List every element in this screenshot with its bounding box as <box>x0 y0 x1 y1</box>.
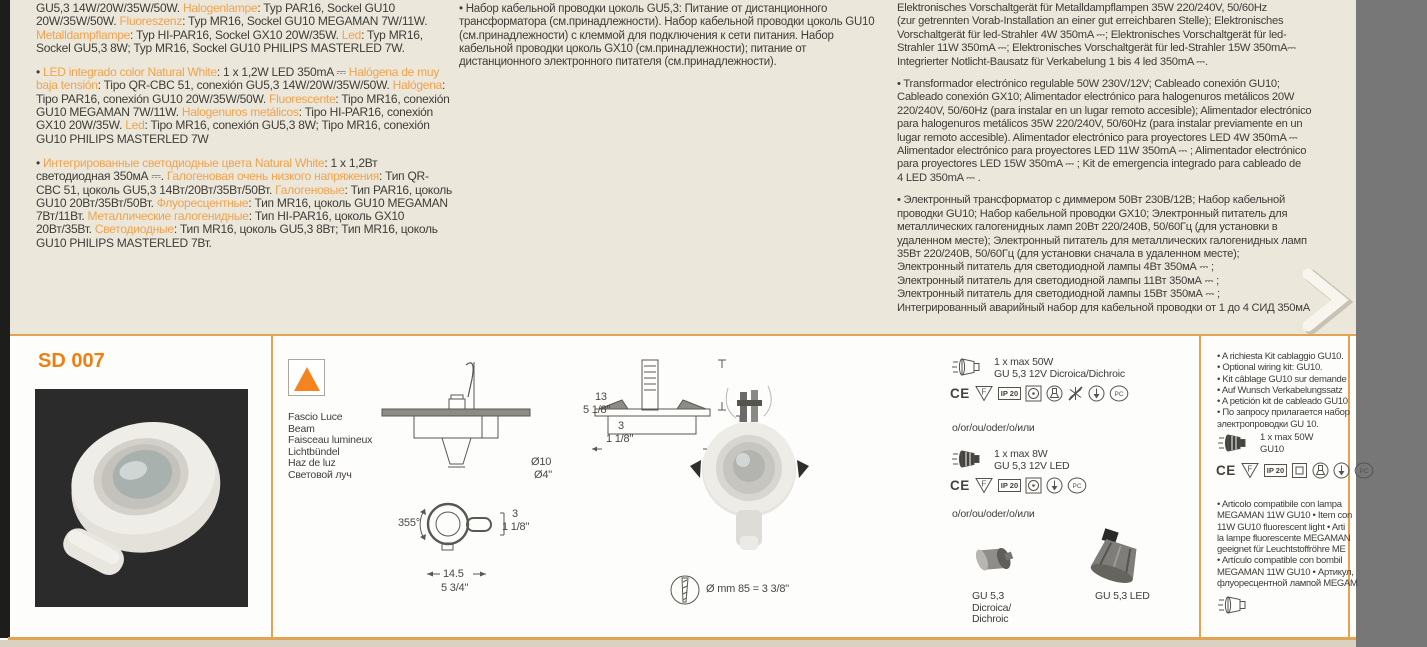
spec-qty: 1 x max 8W <box>994 448 1048 460</box>
beam-labels: Fascio Luce Beam Faisceau lumineux Lichtbündel Haz de luz Световой луч <box>288 411 373 481</box>
product-photo <box>35 389 248 607</box>
paragraph-ru-wiring: • Набор кабельной проводки цоколь GU5,3: Питание от дистанционного трансформатора (см.принадлежности). Набор кабельной проводки цоколь GU10 (см.принадлежности) с клеммой для подключения к сети питания. Набор кабельной проводки цоколь GX10 (см.принадлежности); питание от дистанционного электронного питателя (см.принадлежности). <box>459 3 875 69</box>
svg-text:F: F <box>981 387 987 396</box>
dim-height-cm: 13 <box>595 391 607 403</box>
dsq-icon <box>1291 462 1308 479</box>
ftri-icon <box>974 385 994 402</box>
beam-warning-icon <box>288 359 325 396</box>
ce-icon: CE <box>1216 462 1236 478</box>
accessory-bullets: • A richiesta Kit cablaggio GU10. • Optional wiring kit: GU10. • Kit câblage GU10 sur demande • Auf Wunsch Verkabelungssatz • A petición kit de cableado GU10 • По запросу прилагается набор электропроводки GU 10. <box>1217 351 1350 430</box>
column-wiring-ru <box>459 3 887 80</box>
ce-icon: CE <box>950 385 970 401</box>
svg-text:F: F <box>1247 464 1253 473</box>
spec-qty: 1 x max 50W <box>1260 432 1314 443</box>
ce-icon: CE <box>950 477 970 493</box>
svg-text:PC: PC <box>1072 482 1082 490</box>
nox-icon <box>1067 385 1084 402</box>
spec-lamp: GU 5,3 12V Dicroica/Dichroic <box>994 368 1125 380</box>
lamp-spec-2 <box>952 448 1069 472</box>
spec-lamp: GU10 <box>1260 444 1285 455</box>
spot-fill-icon <box>952 448 982 470</box>
pct-icon <box>1354 462 1374 479</box>
dim-diameter-in: Ø4" <box>534 469 552 481</box>
paragraph-es: • LED integrado color Natural White: 1 x 1,2W LED 350mA ⎓ Halógena de muy baja tensión: Tipo QR-CBC 51, conexión GU5,3 14W/20W/35W/50W. Halógena: Tipo PAR16, conexión GU10 20W/35W/50W. Fluorescente: Tipo MR16, conexión GU10 MEGAMAN 7W/11W. Halogenuros metálicos: Tipo HI-PAR16, conexión GX10 20W/35W. Led: Tipo MR16, conexión GU5,3 8W; Tipo MR16, conexión GU10 PHILIPS MASTERLED 7W <box>36 65 450 146</box>
paragraph-ru-gear: • Электронный трансформатор с диммером 50Вт 230В/12В; Набор кабельной проводки GU10; Набор кабельной проводки GX10; Электронный питатель для металлических галогенидных ламп 20Вт 220/240В, 50/60Гц (для установки в удаленном месте); Электронный питатель для металлических галогенидных ламп 35Вт 220/240В, 50/60Гц (для установки сначала в удаленном месте); Электронный питатель для светодиодной лампы 4Вт 350мА ⎓ ; Электронный питатель для светодиодной лампы 11Вт 350мА ⎓ ; Электронный питатель для светодиодной лампы 15Вт 350мА ⎓ ; Интегрированный аварийный набор для кабельной проводки от 1 до 4 СИД 350мА <box>897 194 1310 314</box>
paragraph-de-gear: Elektronisches Vorschaltgerät für Metalldampflampen 35W 220/240V, 50/60Hz (zur getrennten Vorab-Installation an einer gut erreichbaren Stelle); Elektronisches Vorschaltgerät für led-Strahler 4W 350mA ⎓; Elektronisches Vorschaltgerät für led- Strahler 11W 350mA ⎓; Elektronisches Vorschaltgerät für led-Strahler 15W 350mA⎓ Integrierter Notlicht-Bausatz für Verkabelung 1 bis 4 led 350mA ⎓. <box>897 2 1296 68</box>
downc-icon <box>1088 385 1105 402</box>
dim-height-in: 5 1/8" <box>583 404 611 416</box>
lamp-photo-label: GU 5,3 LED <box>1095 590 1150 602</box>
next-page-chevron-icon[interactable] <box>1302 271 1352 333</box>
lamp-photo-dicroica <box>970 536 1018 586</box>
certification-icons-2 <box>950 475 1087 495</box>
ftri-icon <box>1240 462 1260 479</box>
top-text-section <box>10 0 1356 334</box>
pct-icon <box>1067 477 1087 494</box>
lampc-icon <box>1312 462 1329 479</box>
dim-hole: Ø mm 85 = 3 3/8" <box>706 583 789 595</box>
lamp-photo-label: GU 5,3 Dicroica/ Dichroic <box>972 590 1012 625</box>
svg-text:PC: PC <box>1114 390 1124 398</box>
spot-fill-icon <box>1218 432 1248 454</box>
dim-diameter-cm: Ø10 <box>531 456 552 468</box>
bottom-band <box>0 640 1356 647</box>
dim-depth-cm: 3 <box>618 420 624 432</box>
pct-icon <box>1109 385 1129 402</box>
ip20-icon: IP 20 <box>1264 464 1287 477</box>
sq1-icon <box>1025 477 1042 494</box>
spot-out-icon <box>952 356 982 378</box>
spot-out-icon <box>1218 594 1248 616</box>
lampc-icon <box>1046 385 1063 402</box>
lamp-spec-3 <box>1218 432 1313 456</box>
certification-icons-1 <box>950 383 1129 403</box>
ip20-icon: IP 20 <box>998 479 1021 492</box>
page-edge-strip <box>0 0 10 638</box>
cell-divider <box>271 336 273 639</box>
ip20-icon: IP 20 <box>998 387 1021 400</box>
compatibility-note: • Articolo compatibile con lampa MEGAMAN 11W GU10 • Item con 11W GU10 fluorescent light • Arti la lampe fluorescente MEGAMAN geeignet für Leuchtstoffröhre ME • Artículo compatible con bombil MEGAMAN 11W GU10 • Артикул, флуоресцентной лампой MEGAM <box>1217 499 1358 590</box>
column-lamp-types <box>36 2 453 261</box>
cell-divider <box>1199 336 1201 639</box>
product-code: SD 007 <box>38 350 105 372</box>
svg-text:F: F <box>981 479 987 488</box>
dim-b-cm: 3 <box>512 508 518 520</box>
or-separator: o/or/ou/oder/o/или <box>952 508 1035 520</box>
svg-text:PC: PC <box>1359 467 1369 475</box>
lamp-spec-1 <box>952 356 1125 380</box>
downc-icon <box>1046 477 1063 494</box>
downc-icon <box>1333 462 1350 479</box>
paragraph-es-gear: • Transformador electrónico regulable 50W 230V/12V; Cableado conexión GU10; Cableado conexión GX10; Alimentador electrónico para halogenuros metálicos 20W 220/240V, 50/60Hz (para instalar en un lugar remoto accesible); Alimentador electrónico para halogenuros metálicos 35W 220/240V, 50/60Hz (para instalar previamente en un lugar remoto accesible). Alimentador electrónico para proyectores LED 4W 350mA ⎓ Alimentador electrónico para proyectores LED 11W 350mA ⎓ ; Alimentador electrónico para proyectores LED 15W 350mA ⎓ ; Kit de emergencia integrado para cableado de 4 LED 350mA ⎓ . <box>897 78 1312 184</box>
paragraph-ru: • Интегрированные светодиодные цвета Natural White: 1 x 1,2Вт светодиодная 350мА ⎓. Галогеновая очень низкого напряжения: Тип QR-CBC 51, цоколь GU5,3 14Вт/20Вт/35Вт/50Вт. Галогеновые: Тип PAR16, цоколь GU10 20Вт/35Вт/50Вт. Флуоресцентные: Тип MR16, цоколь GU10 MEGAMAN 7Вт/11Вт. Металлические галогенидные: Тип HI-PAR16, цоколь GX10 20Вт/35Вт. Светодиодные: Тип MR16, цоколь GU5,3 8Вт; Тип MR16, цоколь GU10 PHILIPS MASTERLED 7Вт. <box>36 155 452 250</box>
dim-width-in: 5 3/4" <box>441 582 469 594</box>
spec-lamp: GU 5,3 12V LED <box>994 460 1070 472</box>
dim-width-cm: 14.5 <box>443 568 464 580</box>
dim-b-in: 1 1/8" <box>502 521 530 533</box>
product-section <box>10 334 1369 639</box>
fixture-photo <box>688 386 813 554</box>
certification-icons-3 <box>1216 460 1374 480</box>
dim-rotation: 355° <box>398 517 420 529</box>
ftri-icon <box>974 477 994 494</box>
sq1-icon <box>1025 385 1042 402</box>
dim-depth-in: 1 1/8" <box>606 433 634 445</box>
lamp-photo-led <box>1085 529 1147 585</box>
spec-qty: 1 x max 50W <box>994 356 1054 368</box>
spec-lamp-icon-bottom <box>1218 594 1248 621</box>
or-separator: o/or/ou/oder/o/или <box>952 422 1035 434</box>
paragraph-de: GU5,3 14W/20W/35W/50W. Halogenlampe: Typ PAR16, Sockel GU10 20W/35W/50W. Fluoreszenz: Typ MR16, Sockel GU10 MEGAMAN 7W/11W. Metalldampflampe: Typ HI-PAR16, Sockel GX10 20W/35W. Led: Typ MR16, Sockel GU5,3 8W; Typ MR16, Sockel GU10 PHILIPS MASTERLED 7W. <box>36 1 428 55</box>
